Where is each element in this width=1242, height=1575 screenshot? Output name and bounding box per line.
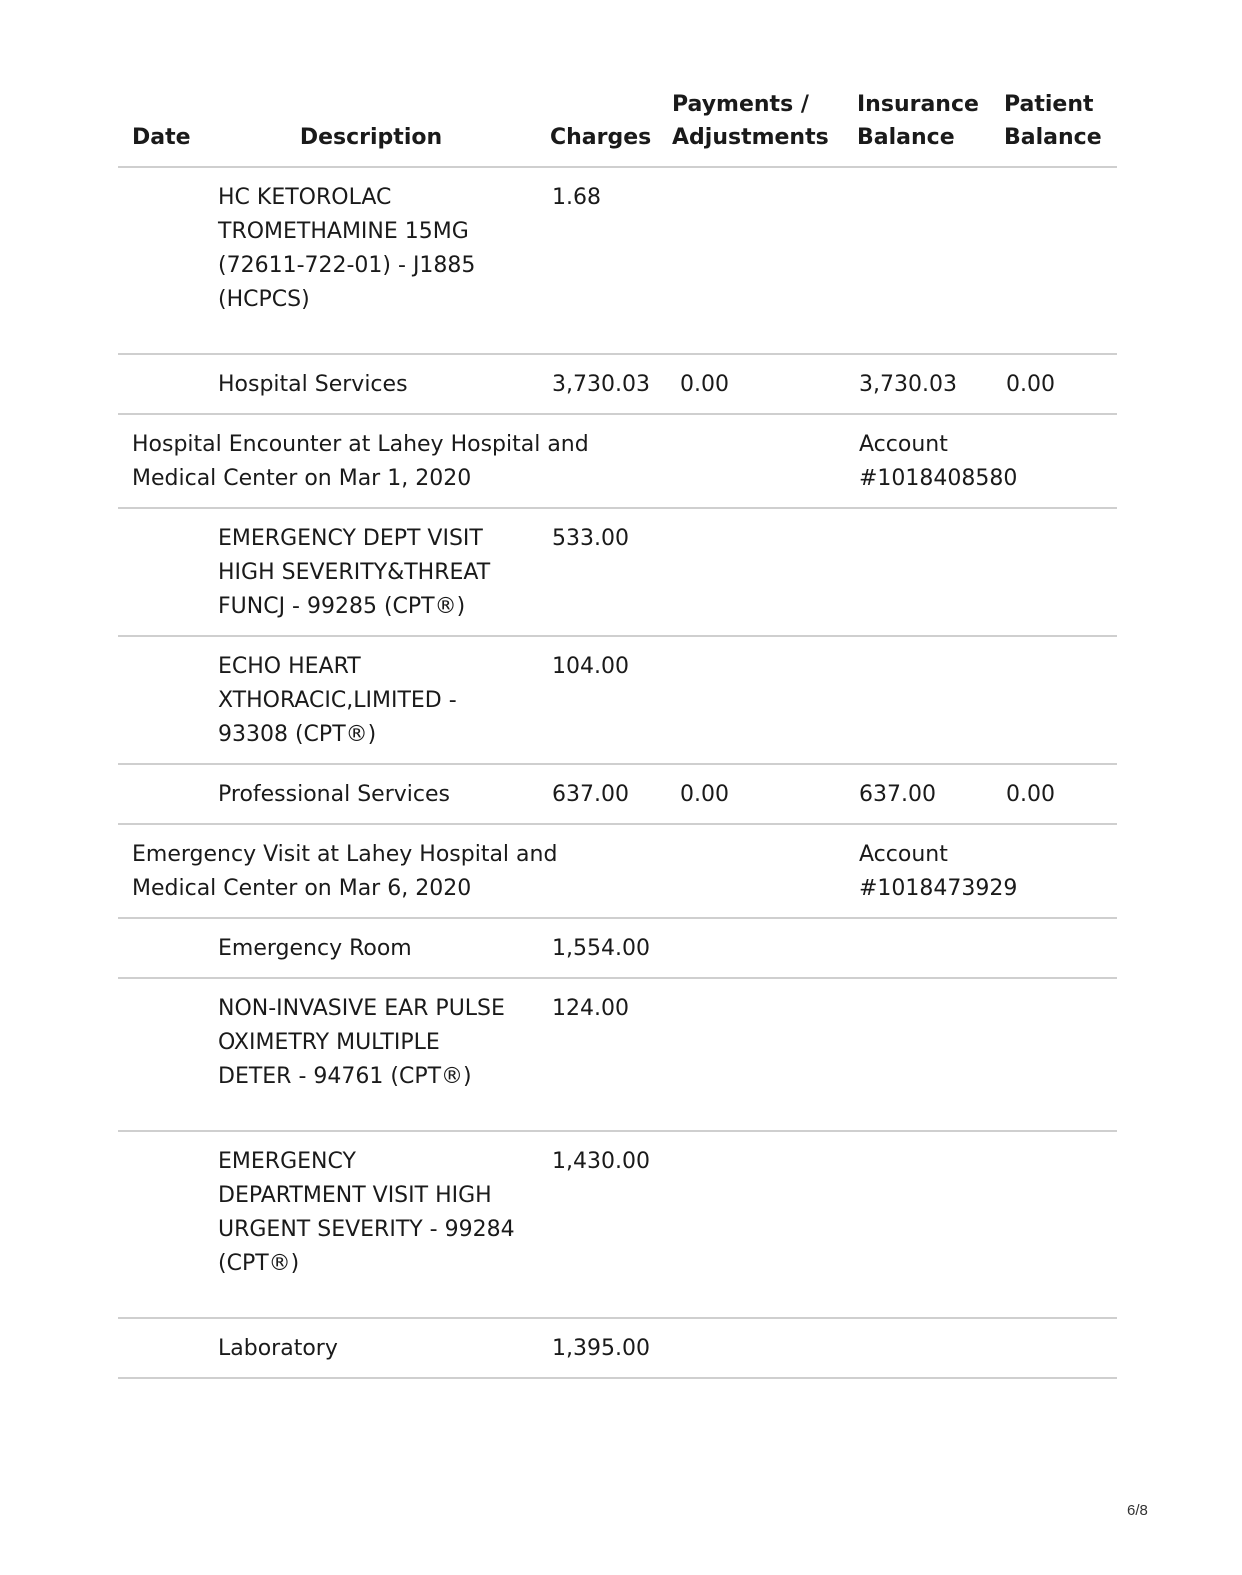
charges-cell: 124.00 [538, 978, 662, 1131]
description-cell: Hospital Services [204, 354, 538, 414]
insurance-balance-cell [845, 636, 992, 764]
table-row [118, 1131, 1117, 1318]
payments-cell [662, 978, 845, 1131]
table-row [118, 167, 1117, 354]
table-row [118, 636, 1117, 764]
subtotal-row [118, 764, 1117, 824]
column-header-description: Description [204, 88, 538, 167]
description-cell: Laboratory [204, 1318, 538, 1378]
payments-cell: 0.00 [662, 764, 845, 824]
insurance-balance-cell [845, 508, 992, 636]
date-cell [118, 764, 204, 824]
subtotal-row [118, 354, 1117, 414]
charges-cell: 1.68 [538, 167, 662, 354]
column-header-insurance-balance: Insurance Balance [845, 88, 992, 167]
date-cell [118, 1131, 204, 1318]
payments-cell [662, 167, 845, 354]
table-row [118, 978, 1117, 1131]
date-cell [118, 978, 204, 1131]
patient-balance-cell: 0.00 [992, 764, 1117, 824]
insurance-balance-cell [845, 167, 992, 354]
encounter-description: Emergency Visit at Lahey Hospital and Medical Center on Mar 6, 2020 [118, 824, 845, 918]
patient-balance-cell [992, 1131, 1117, 1318]
patient-balance-cell [992, 508, 1117, 636]
encounter-row [118, 824, 1117, 918]
patient-balance-cell: 0.00 [992, 354, 1117, 414]
table-row [118, 508, 1117, 636]
column-header-date: Date [118, 88, 204, 167]
patient-balance-cell [992, 636, 1117, 764]
insurance-balance-cell: 3,730.03 [845, 354, 992, 414]
description-cell: HC KETOROLAC TROMETHAMINE 15MG (72611-722-01) - J1885 (HCPCS) [204, 167, 538, 354]
column-header-patient-balance: Patient Balance [992, 88, 1117, 167]
date-cell [118, 167, 204, 354]
description-cell: Professional Services [204, 764, 538, 824]
insurance-balance-cell [845, 918, 992, 978]
payments-cell [662, 1131, 845, 1318]
date-cell [118, 508, 204, 636]
description-cell: ECHO HEART XTHORACIC,LIMITED - 93308 (CPT®) [204, 636, 538, 764]
payments-cell [662, 508, 845, 636]
charges-cell: 3,730.03 [538, 354, 662, 414]
insurance-balance-cell: 637.00 [845, 764, 992, 824]
description-cell: Emergency Room [204, 918, 538, 978]
charges-cell: 1,554.00 [538, 918, 662, 978]
description-cell: NON-INVASIVE EAR PULSE OXIMETRY MULTIPLE DETER - 94761 (CPT®) [204, 978, 538, 1131]
date-cell [118, 354, 204, 414]
payments-cell [662, 918, 845, 978]
payments-cell [662, 636, 845, 764]
patient-balance-cell [992, 167, 1117, 354]
charges-cell: 1,430.00 [538, 1131, 662, 1318]
patient-balance-cell [992, 978, 1117, 1131]
encounter-row [118, 414, 1117, 508]
encounter-description: Hospital Encounter at Lahey Hospital and Medical Center on Mar 1, 2020 [118, 414, 845, 508]
charges-cell: 533.00 [538, 508, 662, 636]
encounter-account-number: Account #1018408580 [845, 414, 1117, 508]
column-header-charges: Charges [538, 88, 662, 167]
encounter-account-number: Account #1018473929 [845, 824, 1117, 918]
date-cell [118, 636, 204, 764]
charges-cell: 637.00 [538, 764, 662, 824]
billing-detail-table [118, 88, 1117, 1379]
description-cell: EMERGENCY DEPARTMENT VISIT HIGH URGENT SEVERITY - 99284 (CPT®) [204, 1131, 538, 1318]
billing-detail-table-container [118, 88, 1117, 1379]
page-number: 6/8 [1127, 1502, 1148, 1519]
column-header-payments-adjustments: Payments / Adjustments [662, 88, 845, 167]
table-row [118, 1318, 1117, 1378]
date-cell [118, 1318, 204, 1378]
charges-cell: 104.00 [538, 636, 662, 764]
table-row [118, 918, 1117, 978]
payments-cell [662, 1318, 845, 1378]
patient-balance-cell [992, 1318, 1117, 1378]
charges-cell: 1,395.00 [538, 1318, 662, 1378]
date-cell [118, 918, 204, 978]
payments-cell: 0.00 [662, 354, 845, 414]
table-header-row [118, 88, 1117, 167]
insurance-balance-cell [845, 1318, 992, 1378]
insurance-balance-cell [845, 1131, 992, 1318]
description-cell: EMERGENCY DEPT VISIT HIGH SEVERITY&THREAT FUNCJ - 99285 (CPT®) [204, 508, 538, 636]
patient-balance-cell [992, 918, 1117, 978]
insurance-balance-cell [845, 978, 992, 1131]
